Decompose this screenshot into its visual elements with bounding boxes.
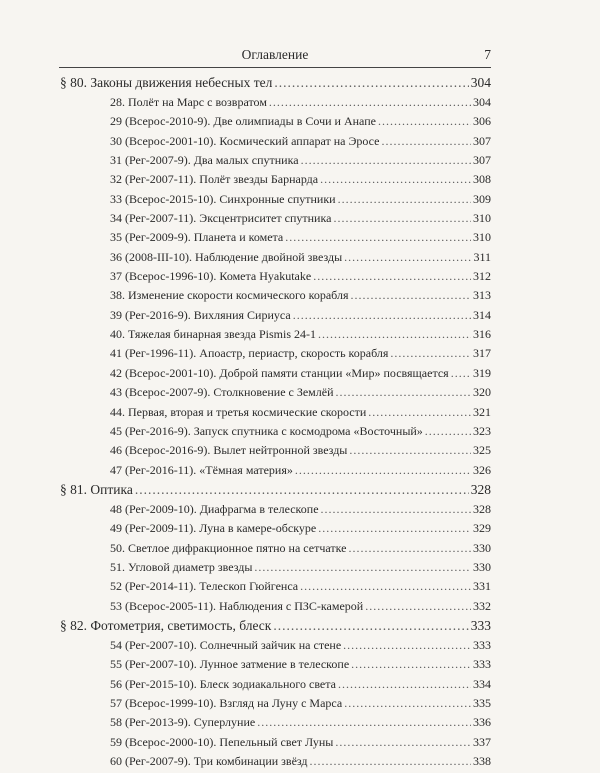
toc-item[interactable] <box>59 638 491 657</box>
toc-entry-page: 321 <box>473 404 491 419</box>
toc-item[interactable] <box>59 677 491 696</box>
dot-leader <box>285 230 471 245</box>
dot-leader <box>344 696 471 711</box>
toc-item[interactable] <box>59 230 491 249</box>
toc-item[interactable] <box>59 211 491 230</box>
toc-entry-page: 333 <box>470 617 491 633</box>
dot-leader <box>321 502 471 517</box>
toc-entry-title: 35 (Рег-2009-9). Планета и комета <box>110 230 284 245</box>
toc-item[interactable] <box>59 114 491 133</box>
dot-leader <box>349 541 471 556</box>
dot-leader <box>381 134 471 149</box>
toc-item[interactable] <box>59 541 491 560</box>
dot-leader <box>368 405 471 420</box>
toc-item[interactable] <box>59 424 491 443</box>
toc-entry-title: 51. Угловой диаметр звезды <box>110 559 253 574</box>
header-divider <box>59 67 491 68</box>
toc-entry-title: 28. Полёт на Марс с возвратом <box>110 95 267 109</box>
toc-entry-page: 328 <box>470 481 491 497</box>
dot-leader <box>390 346 471 361</box>
toc-entry-page: 334 <box>473 676 491 691</box>
toc-entry-page: 312 <box>473 269 491 284</box>
dot-leader <box>350 288 471 303</box>
page-number: 7 <box>484 47 491 62</box>
toc-entry-page: 328 <box>473 501 491 516</box>
dot-leader <box>301 153 471 168</box>
toc-entry-page: 311 <box>473 249 491 264</box>
toc-entry-title: § 81. Оптика <box>60 481 133 497</box>
toc-entry-title: 49 (Рег-2009-11). Луна в камере-обскуре <box>110 521 317 536</box>
toc-item[interactable] <box>59 134 491 153</box>
toc-entry-title: 42 (Всерос-2001-10). Доброй памяти станции «Мир» посвящается <box>110 365 449 380</box>
toc-item[interactable] <box>59 269 491 288</box>
dot-leader <box>333 211 471 226</box>
toc-entry-title: 39 (Рег-2016-9). Вихляния Сириуса <box>110 307 291 322</box>
toc-entry-title: 31 (Рег-2007-9). Два малых спутника <box>110 153 299 168</box>
dot-leader <box>344 250 471 265</box>
toc-entry-page: 310 <box>473 230 491 245</box>
toc-item[interactable] <box>59 405 491 424</box>
toc-entry-title: 37 (Всерос-1996-10). Комета Hyakutake <box>110 269 312 284</box>
toc-entry-page: 326 <box>473 462 491 477</box>
toc-entry-page: 330 <box>473 559 491 574</box>
dot-leader <box>135 482 469 498</box>
dot-leader <box>254 560 471 575</box>
toc-entry-title: 45 (Рег-2016-9). Запуск спутника с космодрома «Восточный» <box>110 423 423 438</box>
toc-entry-title: 38. Изменение скорости космического корабля <box>110 288 349 303</box>
dot-leader <box>318 327 471 342</box>
toc-entry-page: 317 <box>473 346 491 361</box>
toc-item[interactable] <box>59 153 491 172</box>
toc-entry-title: 29 (Всерос-2010-9). Две олимпиады в Сочи и Анапе <box>110 114 376 129</box>
toc-entry-title: 44. Первая, вторая и третья космические скорости <box>110 404 367 419</box>
toc-entry-title: 30 (Всерос-2001-10). Космический аппарат на Эросе <box>110 133 380 148</box>
dot-leader <box>338 677 471 692</box>
toc-entry-title: 46 (Всерос-2016-9). Вылет нейтронной звезды <box>110 443 348 458</box>
toc-entry-page: 329 <box>473 521 491 536</box>
toc-entry-page: 330 <box>473 540 491 555</box>
toc-item[interactable] <box>59 560 491 579</box>
page-header <box>59 47 491 67</box>
table-of-contents <box>59 75 491 773</box>
toc-entry-page: 333 <box>473 637 491 652</box>
toc-item[interactable] <box>59 327 491 346</box>
toc-item[interactable] <box>59 715 491 734</box>
toc-entry-title: 33 (Всерос-2015-10). Синхронные спутники <box>110 191 336 206</box>
dot-leader <box>274 75 468 91</box>
toc-item[interactable] <box>59 172 491 191</box>
toc-item[interactable] <box>59 735 491 754</box>
dot-leader <box>343 638 471 653</box>
toc-entry-title: 58 (Рег-2013-9). Суперлуние <box>110 715 256 730</box>
toc-entry-page: 332 <box>473 598 491 613</box>
toc-item[interactable] <box>59 754 491 773</box>
dot-leader <box>313 269 471 284</box>
dot-leader <box>336 385 471 400</box>
dot-leader <box>310 754 471 769</box>
toc-entry-title: 54 (Рег-2007-10). Солнечный зайчик на стене <box>110 637 342 652</box>
toc-entry-page: 307 <box>473 153 491 168</box>
toc-entry-title: 55 (Рег-2007-10). Лунное затмение в телескопе <box>110 657 350 672</box>
toc-entry-title: § 80. Законы движения небесных тел <box>60 75 273 90</box>
toc-item[interactable] <box>59 250 491 269</box>
dot-leader <box>257 715 471 730</box>
toc-entry-page: 304 <box>470 75 491 90</box>
toc-entry-title: 32 (Рег-2007-11). Полёт звезды Барнарда <box>110 172 319 187</box>
toc-entry-page: 325 <box>473 443 491 458</box>
toc-entry-page: 310 <box>473 211 491 226</box>
toc-entry-title: 59 (Всерос-2000-10). Пепельный свет Луны <box>110 734 334 749</box>
page-title: Оглавление <box>241 47 309 62</box>
dot-leader <box>320 172 471 187</box>
toc-item[interactable] <box>59 521 491 540</box>
dot-leader <box>451 366 471 381</box>
toc-item[interactable] <box>59 579 491 598</box>
toc-entry-title: 57 (Всерос-1999-10). Взгляд на Луну с Марса <box>110 695 343 710</box>
toc-item[interactable] <box>59 288 491 307</box>
toc-entry-page: 307 <box>473 133 491 148</box>
toc-entry-page: 331 <box>473 579 491 594</box>
toc-item[interactable] <box>59 95 491 114</box>
toc-item[interactable] <box>59 192 491 211</box>
dot-leader <box>318 521 471 536</box>
toc-entry-page: 316 <box>473 327 491 342</box>
dot-leader <box>338 192 471 207</box>
toc-item[interactable] <box>59 366 491 385</box>
toc-section[interactable] <box>59 482 491 502</box>
toc-entry-title: 52 (Рег-2014-11). Телескоп Гюйгенса <box>110 579 299 594</box>
toc-entry-page: 337 <box>473 734 491 749</box>
toc-item[interactable] <box>59 308 491 327</box>
dot-leader <box>295 463 471 478</box>
dot-leader <box>335 735 471 750</box>
toc-entry-page: 320 <box>473 385 491 400</box>
dot-leader <box>273 618 468 634</box>
dot-leader <box>349 443 471 458</box>
toc-entry-page: 333 <box>473 657 491 672</box>
toc-entry-title: 47 (Рег-2016-11). «Тёмная материя» <box>110 462 293 477</box>
toc-entry-title: 53 (Всерос-2005-11). Наблюдения с ПЗС-камерой <box>110 598 364 613</box>
toc-entry-title: § 82. Фотометрия, светимость, блеск <box>60 617 272 633</box>
toc-entry-title: 56 (Рег-2015-10). Блеск зодиакального света <box>110 676 336 691</box>
dot-leader <box>378 114 471 129</box>
toc-item[interactable] <box>59 657 491 676</box>
toc-entry-title: 34 (Рег-2007-11). Эксцентриситет спутника <box>110 211 332 226</box>
toc-entry-title: 43 (Всерос-2007-9). Столкновение с Землёй <box>110 385 334 400</box>
toc-entry-page: 319 <box>473 365 491 380</box>
toc-entry-page: 335 <box>473 695 491 710</box>
dot-leader <box>425 424 471 439</box>
toc-entry-title: 48 (Рег-2009-10). Диафрагма в телескопе <box>110 501 319 516</box>
toc-entry-page: 338 <box>473 754 491 768</box>
toc-section[interactable] <box>59 618 491 638</box>
toc-entry-title: 36 (2008-III-10). Наблюдение двойной звезды <box>110 249 343 264</box>
toc-item[interactable] <box>59 346 491 365</box>
toc-entry-page: 313 <box>473 288 491 303</box>
dot-leader <box>293 308 471 323</box>
toc-entry-page: 306 <box>473 114 491 129</box>
toc-entry-title: 50. Светлое дифракционное пятно на сетчатке <box>110 540 347 555</box>
toc-entry-page: 336 <box>473 715 491 730</box>
dot-leader <box>365 599 471 614</box>
toc-item[interactable] <box>59 443 491 462</box>
toc-entry-page: 304 <box>473 95 491 109</box>
toc-item[interactable] <box>59 599 491 618</box>
toc-item[interactable] <box>59 385 491 404</box>
dot-leader <box>300 579 471 594</box>
toc-item[interactable] <box>59 696 491 715</box>
dot-leader <box>269 95 471 110</box>
toc-section[interactable] <box>59 75 491 95</box>
toc-entry-title: 41 (Рег-1996-11). Апоастр, периастр, скорость корабля <box>110 346 389 361</box>
toc-entry-page: 314 <box>473 307 491 322</box>
toc-entry-page: 309 <box>473 191 491 206</box>
toc-entry-page: 323 <box>473 423 491 438</box>
toc-entry-page: 308 <box>473 172 491 187</box>
dot-leader <box>351 657 471 672</box>
toc-item[interactable] <box>59 502 491 521</box>
toc-item[interactable] <box>59 463 491 482</box>
toc-entry-title: 60 (Рег-2007-9). Три комбинации звёзд <box>110 754 308 768</box>
toc-entry-title: 40. Тяжелая бинарная звезда Pismis 24-1 <box>110 327 317 342</box>
